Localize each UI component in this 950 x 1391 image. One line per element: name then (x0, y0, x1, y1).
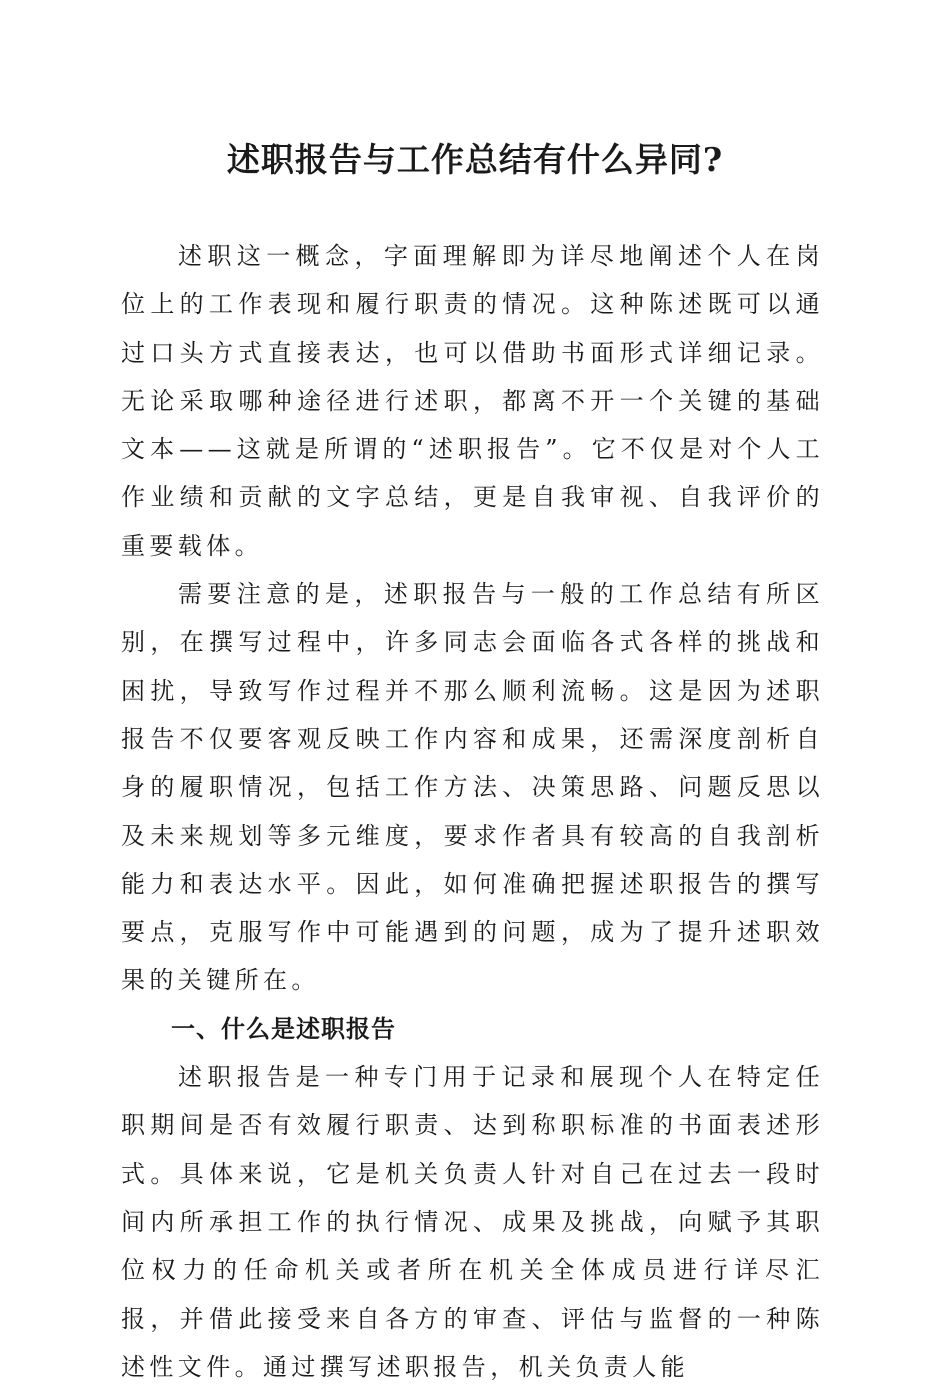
intro-paragraph-2: 需要注意的是，述职报告与一般的工作总结有所区别，在撰写过程中，许多同志会面临各式各样的挑战和困扰，导致写作过程并不那么顺利流畅。这是因为述职报告不仅要客观反映工作内容和成果，还需深度剖析自身的履职情况，包括工作方法、决策思路、问题反思以及未来规划等多元维度，要求作者具有较高的自我剖析能力和表达水平。因此，如何准确把握述职报告的撰写要点，克服写作中可能遇到的问题，成为了提升述职效果的关键所在。 (121, 580, 824, 995)
intro-paragraph-1: 述职这一概念，字面理解即为详尽地阐述个人在岗位上的工作表现和履行职责的情况。这种陈述既可以通过口头方式直接表达，也可以借助书面形式详细记录。无论采取哪种途径进行述职，都离不开一个关键的基础文本——这就是所谓的“述职报告”。它不仅是对个人工作业绩和贡献的文字总结，更是自我审视、自我评价的重要载体。 (121, 242, 824, 560)
section-1-paragraph: 述职报告是一种专门用于记录和展现个人在特定任职期间是否有效履行职责、达到称职标准的书面表述形式。具体来说，它是机关负责人针对自己在过去一段时间内所承担工作的执行情况、成果及挑战，向赋予其职位权力的任命机关或者所在机关全体成员进行详尽汇报，并借此接受来自各方的审查、评估与监督的一种陈述性文件。通过撰写述职报告，机关负责人能 (121, 1063, 824, 1381)
section-heading-1: 一、什么是述职报告 (171, 1014, 396, 1043)
document-title: 述职报告与工作总结有什么异同? (226, 140, 724, 179)
document-body (121, 232, 824, 1391)
